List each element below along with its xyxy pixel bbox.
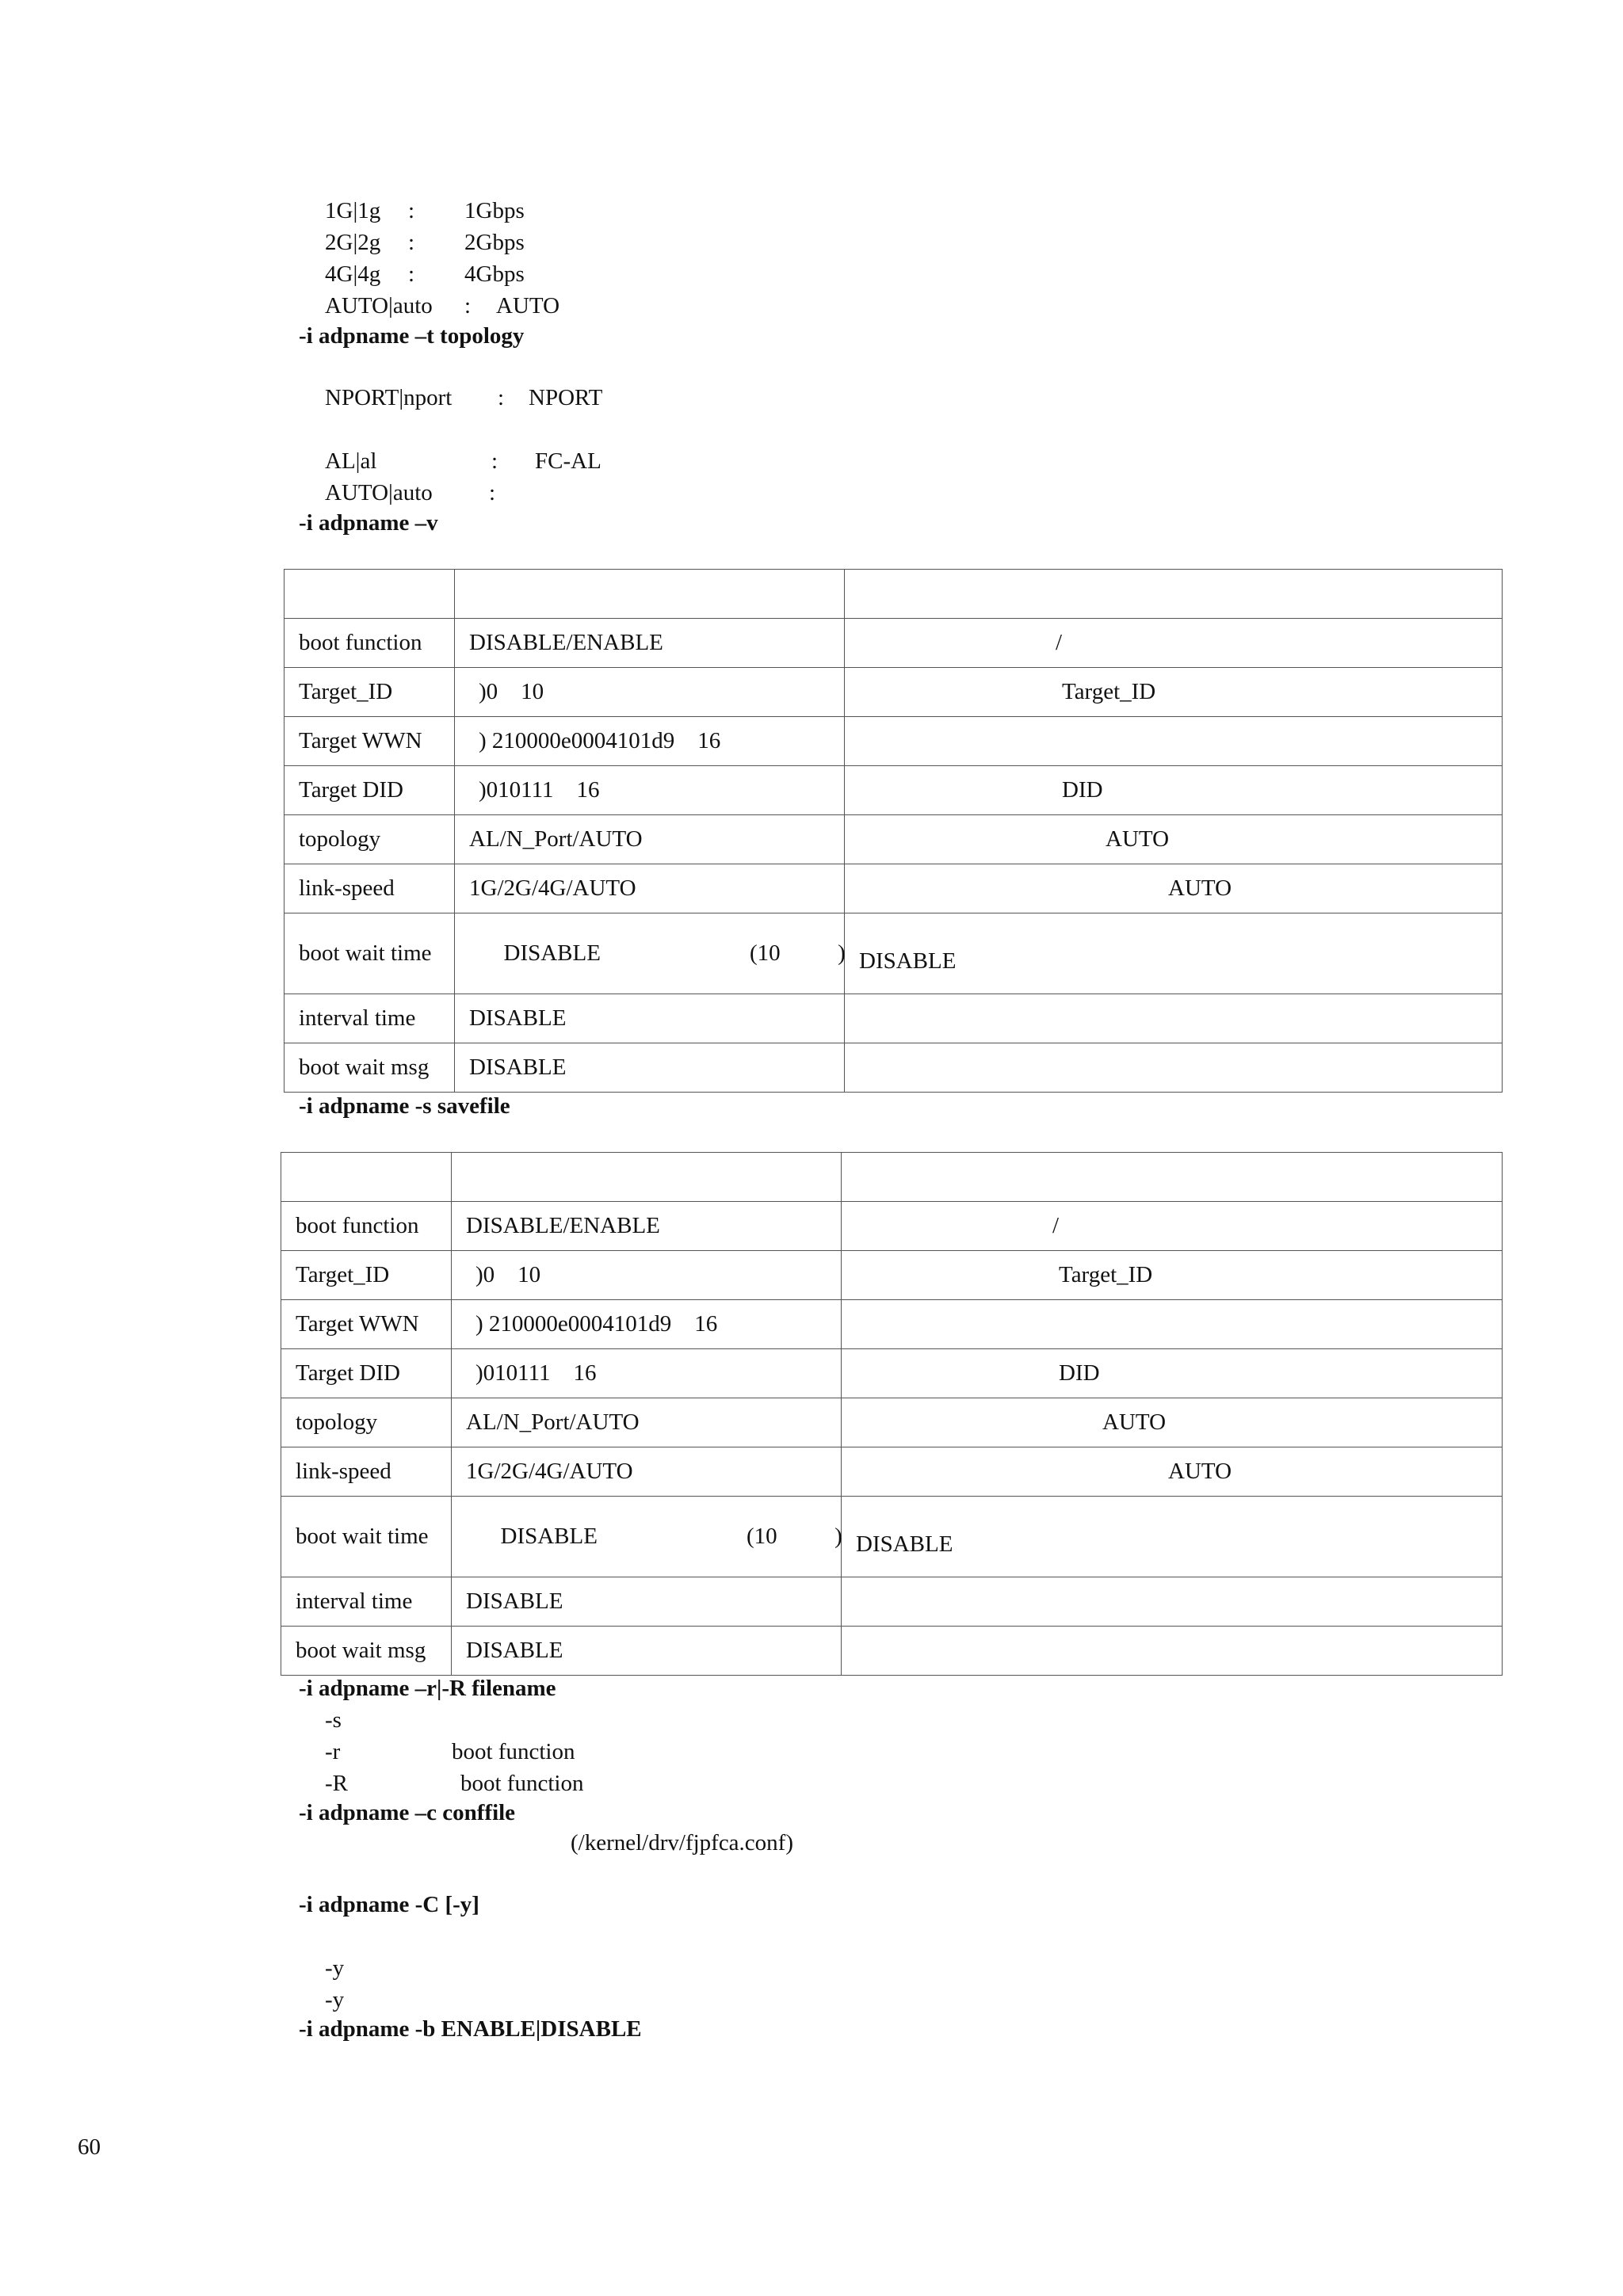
param-name: Target WWN <box>285 717 455 766</box>
speed-option-key: AUTO|auto <box>325 293 433 318</box>
parameter-table-v <box>284 569 1503 1093</box>
table-row <box>281 1447 1503 1497</box>
table-row <box>285 815 1503 864</box>
table-row <box>285 994 1503 1043</box>
table-row <box>281 1251 1503 1300</box>
param-note: Target_ID <box>845 668 1503 717</box>
param-name: boot wait time <box>281 1497 452 1577</box>
param-name: interval time <box>281 1577 452 1627</box>
speed-option-key: 2G|2g <box>325 230 381 255</box>
param-name: Target_ID <box>285 668 455 717</box>
table-row <box>285 717 1503 766</box>
table-header-row <box>285 570 1503 619</box>
speed-option-value: 4Gbps <box>464 261 525 287</box>
table-row <box>285 619 1503 668</box>
param-value: )010111 16 <box>455 766 845 815</box>
option-flag: -R <box>325 1771 348 1796</box>
table-cell <box>845 570 1503 619</box>
topology-option-sep: : <box>491 448 498 474</box>
speed-option-value: AUTO <box>496 293 560 318</box>
table-row <box>285 1043 1503 1093</box>
param-value-main: DISABLE <box>503 940 601 966</box>
param-name: boot wait msg <box>285 1043 455 1093</box>
command-save: -i adpname -s savefile <box>299 1093 510 1119</box>
table-row <box>285 766 1503 815</box>
table-row <box>285 668 1503 717</box>
command-conffile: -i adpname –c conffile <box>299 1800 516 1825</box>
param-name: Target DID <box>281 1349 452 1398</box>
param-value: 1G/2G/4G/AUTO <box>452 1447 842 1497</box>
param-name: Target DID <box>285 766 455 815</box>
param-note <box>845 717 1503 766</box>
table-cell <box>842 1153 1503 1202</box>
param-name: link-speed <box>285 864 455 913</box>
param-value-default: (10 ) <box>746 1523 842 1549</box>
param-value: )0 10 <box>455 668 845 717</box>
table-row <box>281 1202 1503 1251</box>
param-name: Target_ID <box>281 1251 452 1300</box>
topology-option-value: NPORT <box>529 385 603 410</box>
table-row <box>281 1497 1503 1577</box>
param-value-default: (10 ) <box>749 940 846 966</box>
param-value: DISABLE <box>452 1627 842 1676</box>
command-v: -i adpname –v <box>299 510 438 536</box>
param-value: AL/N_Port/AUTO <box>452 1398 842 1447</box>
param-note: Target_ID <box>842 1251 1503 1300</box>
speed-option-sep: : <box>408 230 415 255</box>
topology-option-sep: : <box>489 480 496 505</box>
param-value: )010111 16 <box>452 1349 842 1398</box>
option-flag: -r <box>325 1739 341 1764</box>
speed-option-key: 4G|4g <box>325 261 381 287</box>
param-note: DID <box>842 1349 1503 1398</box>
topology-option-key: AL|al <box>325 448 377 474</box>
table-cell <box>452 1153 842 1202</box>
param-value: ) 210000e0004101d9 16 <box>452 1300 842 1349</box>
topology-option-key: NPORT|nport <box>325 385 453 410</box>
speed-option-sep: : <box>464 293 472 318</box>
option-description: boot function <box>452 1739 575 1764</box>
speed-option-key: 1G|1g <box>325 198 381 223</box>
table-row <box>281 1349 1503 1398</box>
table-row <box>281 1627 1503 1676</box>
table-row <box>281 1577 1503 1627</box>
param-value: 1G/2G/4G/AUTO <box>455 864 845 913</box>
param-note: AUTO <box>842 1447 1503 1497</box>
command-restore: -i adpname –r|-R filename <box>299 1676 556 1701</box>
conf-path: (/kernel/drv/fjpfca.conf) <box>571 1830 793 1855</box>
param-note: / <box>845 619 1503 668</box>
parameter-table-s <box>281 1152 1503 1676</box>
option-flag: -y <box>325 1987 345 2012</box>
param-note: AUTO <box>842 1398 1503 1447</box>
param-note: AUTO <box>845 815 1503 864</box>
topology-option-sep: : <box>498 385 505 410</box>
param-value: ) 210000e0004101d9 16 <box>455 717 845 766</box>
speed-option-value: 2Gbps <box>464 230 525 255</box>
param-name: boot wait msg <box>281 1627 452 1676</box>
command-boot: -i adpname -b ENABLE|DISABLE <box>299 2016 642 2042</box>
param-name: boot function <box>285 619 455 668</box>
option-description: boot function <box>460 1771 584 1796</box>
topology-option-value: FC-AL <box>535 448 601 474</box>
param-note <box>845 1043 1503 1093</box>
speed-option-value: 1Gbps <box>464 198 525 223</box>
table-header-row <box>281 1153 1503 1202</box>
table-row <box>285 913 1503 994</box>
table-cell <box>281 1153 452 1202</box>
option-flag: -s <box>325 1707 342 1733</box>
param-name: topology <box>281 1398 452 1447</box>
option-flag: -y <box>325 1955 345 1981</box>
param-note: DID <box>845 766 1503 815</box>
param-note: DISABLE <box>845 913 1503 994</box>
param-name: Target WWN <box>281 1300 452 1349</box>
param-name: boot wait time <box>285 913 455 994</box>
speed-option-sep: : <box>408 261 415 287</box>
param-note <box>842 1300 1503 1349</box>
table-cell <box>285 570 455 619</box>
param-name: topology <box>285 815 455 864</box>
table-row <box>285 864 1503 913</box>
param-value: DISABLE <box>455 1043 845 1093</box>
topology-option-key: AUTO|auto <box>325 480 433 505</box>
param-value: AL/N_Port/AUTO <box>455 815 845 864</box>
param-note <box>845 994 1503 1043</box>
param-value: DISABLE <box>452 1577 842 1627</box>
table-row <box>281 1398 1503 1447</box>
param-note: DISABLE <box>842 1497 1503 1577</box>
param-note <box>842 1577 1503 1627</box>
table-cell <box>455 570 845 619</box>
param-note <box>842 1627 1503 1676</box>
param-value-main: DISABLE <box>500 1523 598 1549</box>
param-value: DISABLE/ENABLE <box>452 1202 842 1251</box>
page-number: 60 <box>78 2134 101 2160</box>
param-note: / <box>842 1202 1503 1251</box>
param-value <box>455 913 845 994</box>
param-note: AUTO <box>845 864 1503 913</box>
command-topology: -i adpname –t topology <box>299 323 525 349</box>
param-name: boot function <box>281 1202 452 1251</box>
param-value: DISABLE <box>455 994 845 1043</box>
command-C: -i adpname -C [-y] <box>299 1892 479 1917</box>
param-name: interval time <box>285 994 455 1043</box>
param-name: link-speed <box>281 1447 452 1497</box>
speed-option-sep: : <box>408 198 415 223</box>
param-value <box>452 1497 842 1577</box>
table-row <box>281 1300 1503 1349</box>
param-value: DISABLE/ENABLE <box>455 619 845 668</box>
param-value: )0 10 <box>452 1251 842 1300</box>
